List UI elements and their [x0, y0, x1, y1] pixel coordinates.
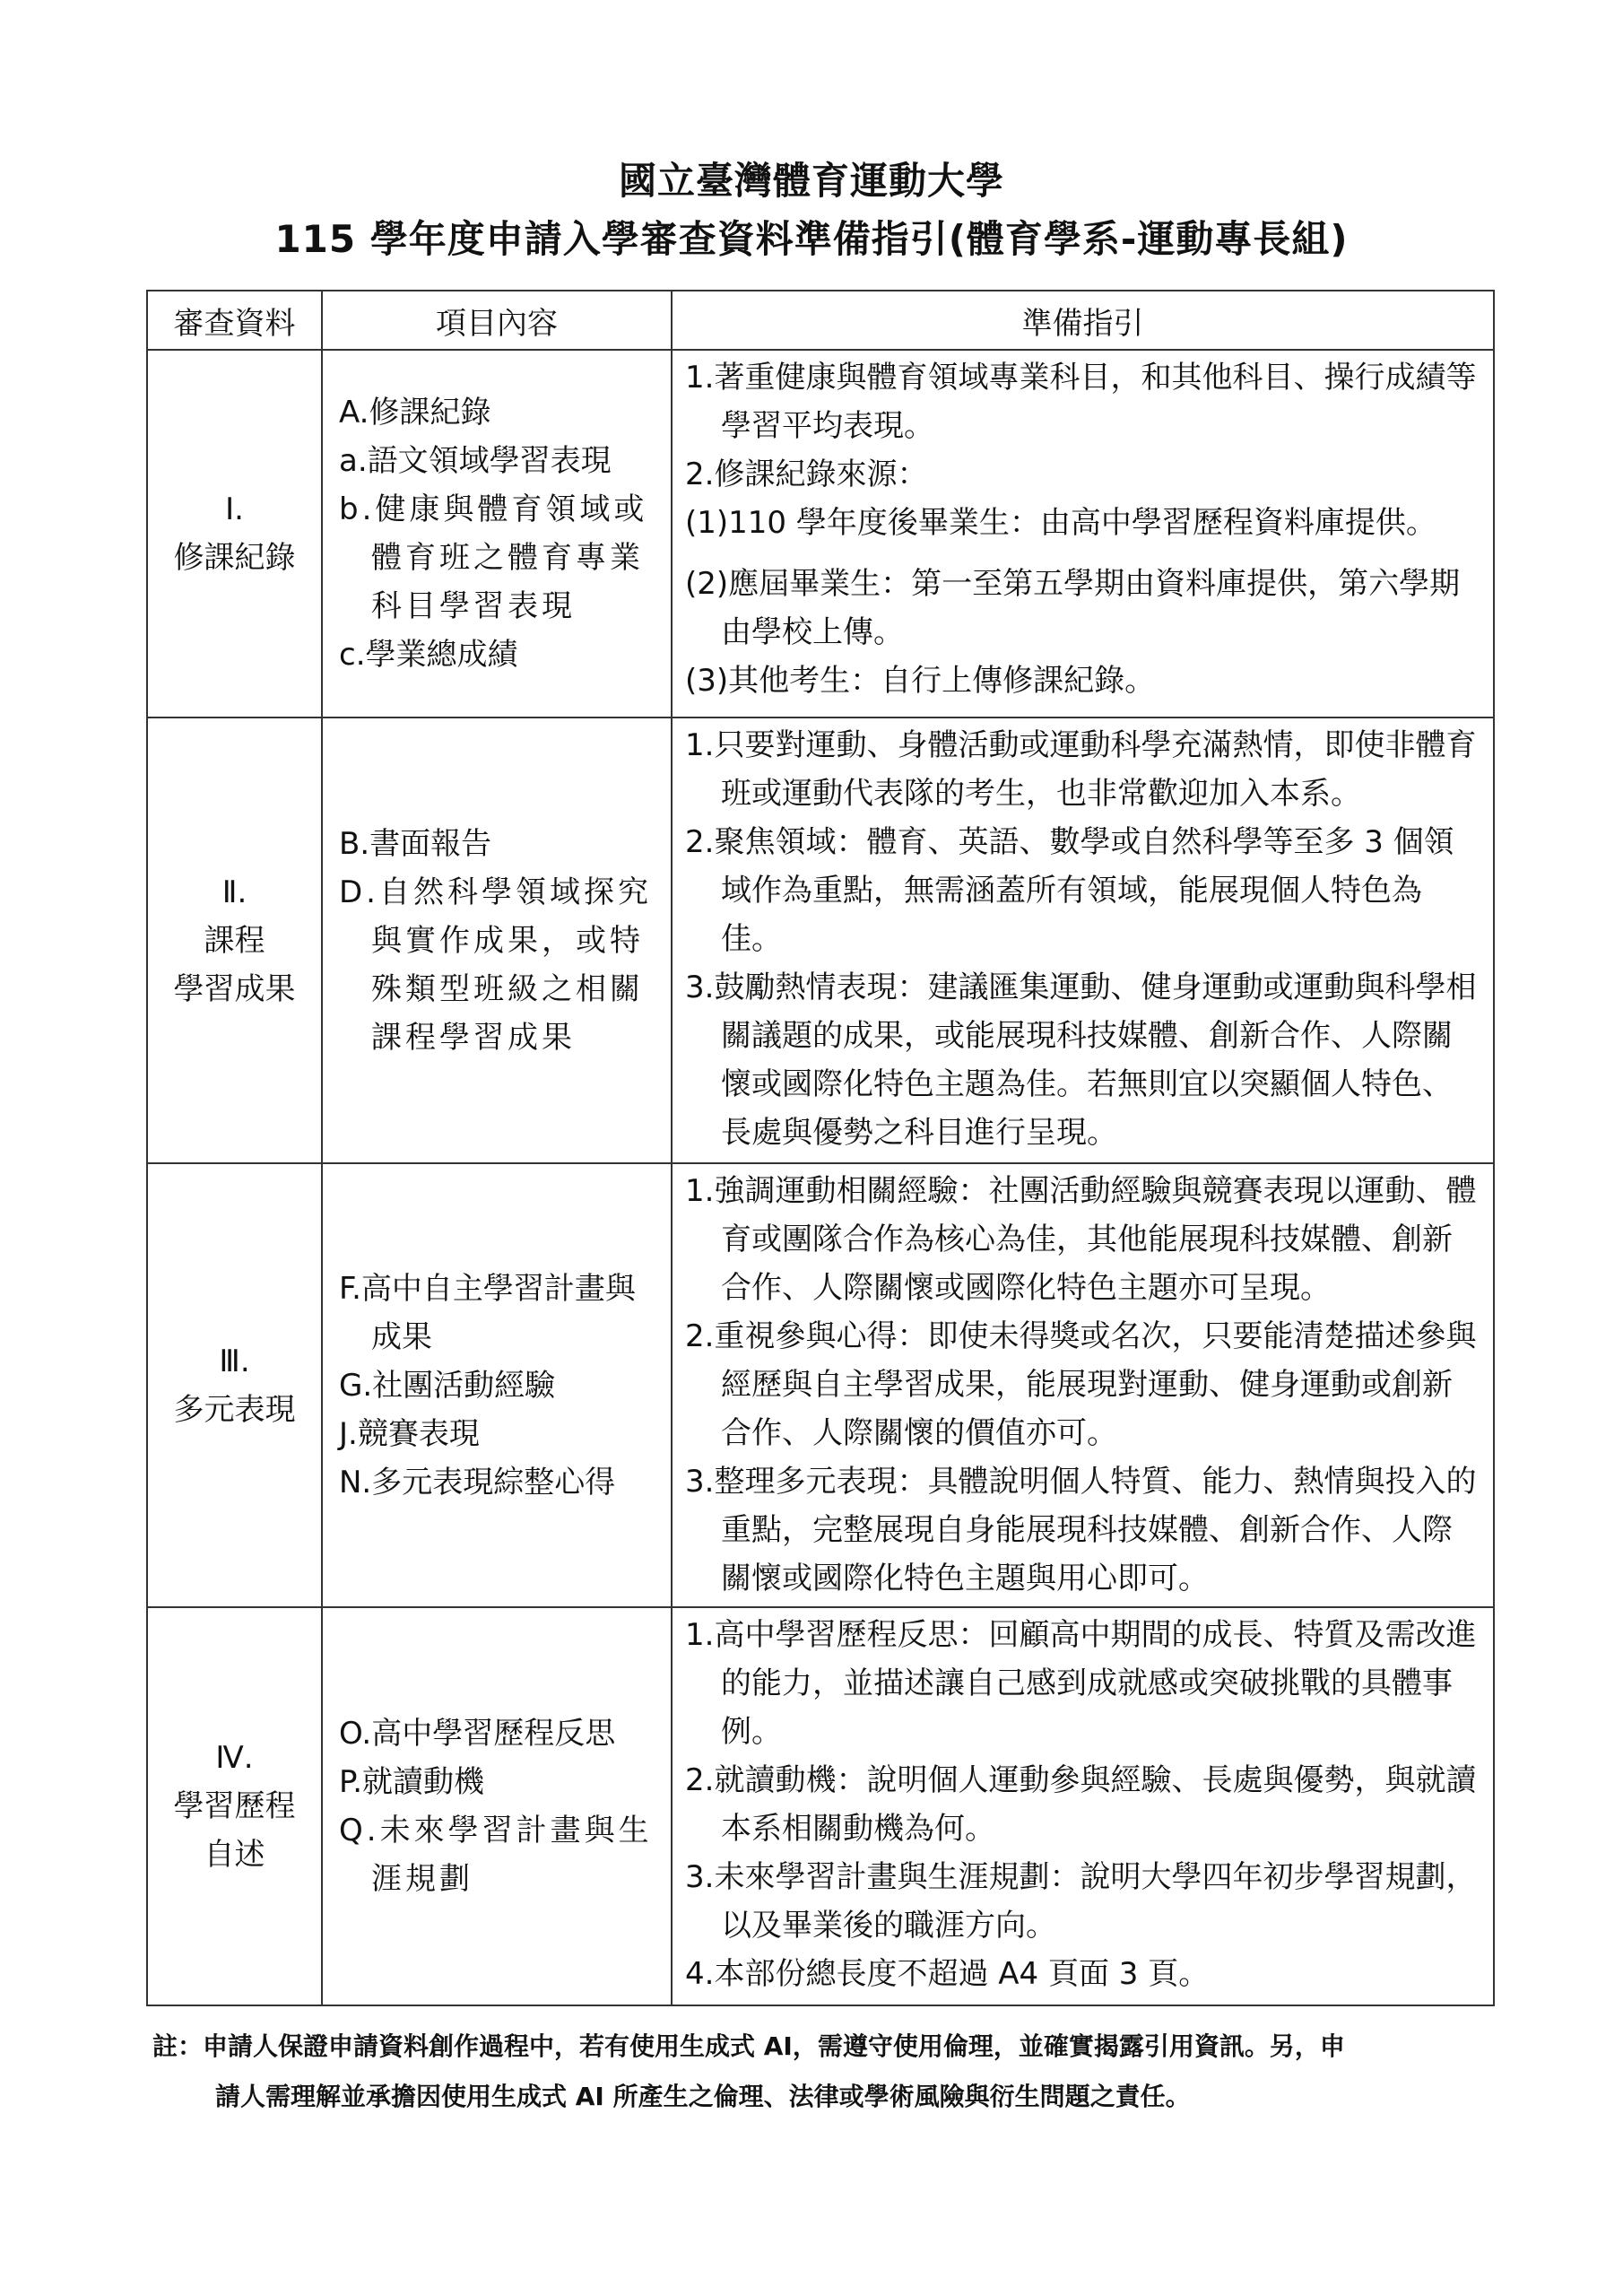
guide-item: 1.只要對運動、身體活動或運動科學充滿熱情，即使非體育班或運動代表隊的考生，也非常歡迎加入本系。: [685, 727, 1477, 812]
category-name: 學習歷程: [173, 1788, 296, 1824]
items-cell: [322, 718, 672, 1163]
category-name: 課程: [204, 922, 265, 959]
guide-item: 3.整理多元表現：具體說明個人特質、能力、熱情與投入的重點，完整展現自身能展現科技媒體、創新合作、人際關懷或國際化特色主題與用心即可。: [685, 1464, 1477, 1596]
items-cell: [322, 1607, 672, 2005]
list-item: B.書面報告: [339, 825, 492, 862]
category-cell: [147, 1607, 322, 2005]
header-review-material: 審查資料: [147, 291, 322, 350]
items-cell: [322, 350, 672, 718]
footnote-line-1: 註：申請人保證申請資料創作過程中，若有使用生成式 AI，需遵守使用倫理，並確實揭露引用資訊。另，申: [152, 2031, 1345, 2061]
list-item: G.社團活動經驗: [339, 1367, 556, 1404]
list-item: N.多元表現綜整心得: [339, 1464, 616, 1500]
table-row: [147, 718, 1494, 1163]
category-number: Ⅰ.: [225, 491, 244, 527]
table-row: [147, 1163, 1494, 1607]
guide-item: 4.本部份總長度不超過 A4 頁面 3 頁。: [685, 1956, 1210, 1992]
category-number: Ⅱ.: [221, 874, 247, 910]
guide-item: 1.強調運動相關經驗：社團活動經驗與競賽表現以運動、體育或團隊合作為核心為佳，其他能展現科技媒體、創新合作、人際關懷或國際化特色主題亦可呈現。: [685, 1173, 1477, 1306]
category-number: Ⅳ.: [215, 1740, 254, 1776]
guide-item: (3)其他考生：自行上傳修課紀錄。: [685, 663, 1156, 699]
table-row: [147, 1607, 1494, 2005]
list-item: c.學業總成績: [339, 637, 518, 673]
category-name: 學習成果: [173, 970, 296, 1007]
guide-cell: [672, 350, 1494, 718]
category-cell: [147, 718, 322, 1163]
guide-cell: [672, 1607, 1494, 2005]
list-item: a.語文領域學習表現: [339, 443, 612, 479]
guide-item: 2.重視參與心得：即使未得獎或名次，只要能清楚描述參與經歷與自主學習成果，能展現對運動、健身運動或創新合作、人際關懷的價值亦可。: [685, 1318, 1477, 1451]
document-title: 國立臺灣體育運動大學: [618, 159, 1004, 203]
list-item: O.高中學習歷程反思: [339, 1716, 616, 1752]
guide-item: (2)應屆畢業生：第一至第五學期由資料庫提供，第六學期由學校上傳。: [685, 566, 1461, 650]
category-name: 多元表現: [173, 1391, 296, 1428]
guide-cell: [672, 1163, 1494, 1607]
list-item: F.高中自主學習計畫與成果: [339, 1270, 636, 1355]
guide-item: 2.修課紀錄來源：: [685, 457, 928, 492]
table-row: [147, 350, 1494, 718]
list-item: D.自然科學領域探究與實作成果，或特殊類型班級之相關課程學習成果: [339, 874, 652, 1056]
category-cell: [147, 1163, 322, 1607]
guide-item: 1.高中學習歷程反思：回顧高中期間的成長、特質及需改進的能力，並描述讓自己感到成就感或突破挑戰的具體事例。: [685, 1617, 1477, 1750]
category-cell: [147, 350, 322, 718]
list-item: P.就讀動機: [339, 1764, 485, 1800]
guide-cell: [672, 718, 1494, 1163]
category-name: 自述: [204, 1837, 265, 1873]
header-preparation-guide: 準備指引: [672, 291, 1494, 350]
guide-item: 3.未來學習計畫與生涯規劃：說明大學四年初步學習規劃，以及畢業後的職涯方向。: [685, 1859, 1477, 1944]
guide-item: 2.就讀動機：說明個人運動參與經驗、長處與優勢，與就讀本系相關動機為何。: [685, 1762, 1477, 1847]
footnote-line-2: 請人需理解並承擔因使用生成式 AI 所產生之倫理、法律或學術風險與衍生問題之責任。: [215, 2082, 1191, 2111]
list-item: b.健康與體育領域或體育班之體育專業科目學習表現: [339, 491, 648, 624]
guide-item: 2.聚焦領域：體育、英語、數學或自然科學等至多 3 個領域作為重點，無需涵蓋所有領域，能展現個人特色為佳。: [685, 824, 1454, 957]
list-item: Q.未來學習計畫與生涯規劃: [339, 1813, 653, 1897]
list-item: J.競賽表現: [339, 1415, 480, 1452]
list-item: A.修課紀錄: [339, 395, 491, 430]
category-number: Ⅲ.: [219, 1343, 250, 1379]
table-header-row: [147, 291, 1494, 350]
guide-item: 1.著重健康與體育領域專業科目，和其他科目、操行成績等學習平均表現。: [685, 360, 1477, 444]
guidance-table: [146, 290, 1495, 2006]
document-subtitle: 115 學年度申請入學審查資料準備指引(體育學系-運動專長組): [274, 217, 1349, 261]
category-name: 修課紀錄: [173, 540, 296, 576]
items-cell: [322, 1163, 672, 1607]
header-item-content: 項目內容: [322, 291, 672, 350]
guide-item: (1)110 學年度後畢業生：由高中學習歷程資料庫提供。: [685, 505, 1436, 541]
guide-item: 3.鼓勵熱情表現：建議匯集運動、健身運動或運動與科學相關議題的成果，或能展現科技媒體、創新合作、人際關懷或國際化特色主題為佳。若無則宜以突顯個人特色、長處與優勢之科目進行呈現。: [685, 970, 1477, 1151]
